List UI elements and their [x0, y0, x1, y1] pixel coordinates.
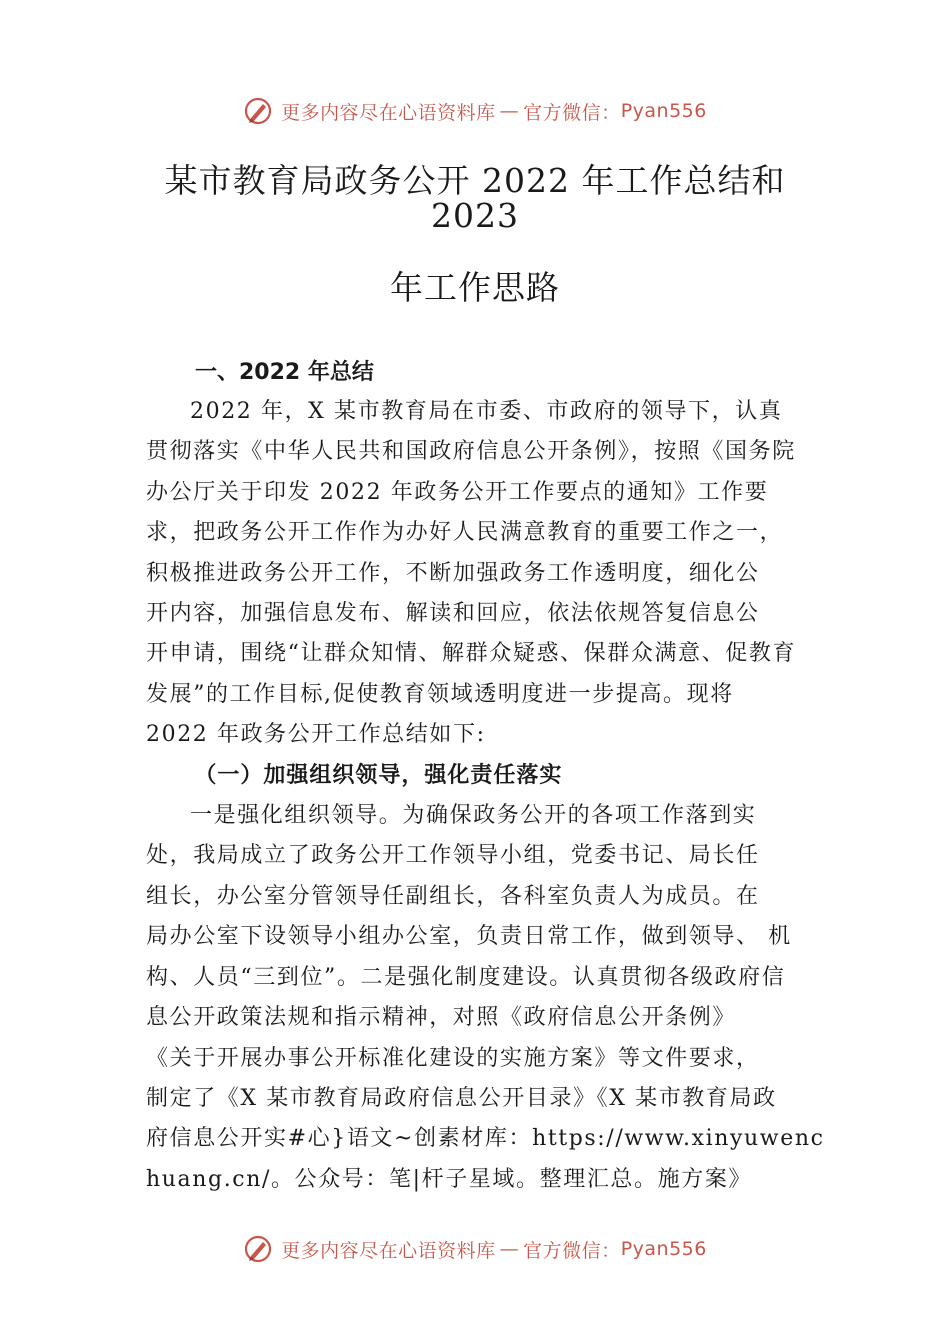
- text-line: 府信息公开实#心}语文~创素材库：https://www.xinyuwenc: [146, 1126, 825, 1152]
- document-title-line-2: 2023: [431, 196, 519, 235]
- watermark-text: 更多内容尽在心语资料库: [281, 1239, 496, 1262]
- text-line: 求，把政务公开工作作为办好人民满意教育的重要工作之一，: [146, 520, 784, 546]
- watermark-label: 官方微信：: [523, 101, 621, 124]
- header-watermark: [0, 96, 950, 126]
- paragraph-organization: [146, 796, 825, 1200]
- text-line: 息公开政策法规和指示精神，对照《政府信息公开条例》: [146, 1005, 737, 1031]
- watermark-handle: Pyan556: [620, 100, 707, 122]
- text-line: 积极推进政务公开工作，不断加强政务工作透明度，细化公: [146, 560, 760, 586]
- document-body: [146, 392, 825, 1200]
- text-line: 制定了《X 某市教育局政府信息公开目录》《X 某市教育局政: [146, 1085, 777, 1111]
- document-title-line-3: 年工作思路: [390, 268, 560, 307]
- text-line: 开内容，加强信息发布、解读和回应，依法依规答复信息公: [146, 601, 760, 627]
- subheading: （一）加强组织领导，强化责任落实: [194, 762, 563, 788]
- text-line: 《关于开展办事公开标准化建设的实施方案》等文件要求，: [146, 1045, 760, 1071]
- pen-logo-icon: [243, 1234, 273, 1264]
- text-line: 局办公室下设领导小组办公室，负责日常工作，做到领导、 机: [146, 924, 792, 950]
- text-line: 2022 年，X 某市教育局在市委、市政府的领导下，认真: [190, 399, 783, 424]
- text-line: 一是强化组织领导。为确保政务公开的各项工作落到实: [190, 803, 757, 829]
- watermark-separator: —: [499, 1238, 520, 1260]
- watermark-handle: Pyan556: [620, 1238, 707, 1260]
- text-line: 办公厅关于印发 2022 年政务公开工作要点的通知》工作要: [146, 479, 769, 505]
- paragraph-intro: [146, 392, 820, 756]
- text-line: 构、人员“三到位”。二是强化制度建设。认真贯彻各级政府信: [146, 964, 786, 990]
- text-line: 组长，办公室分管领导任副组长，各科室负责人为成员。在: [146, 883, 760, 909]
- footer-watermark: [0, 1234, 950, 1264]
- watermark-text: 更多内容尽在心语资料库: [281, 101, 496, 124]
- watermark-separator: —: [499, 100, 520, 122]
- pen-logo-icon: [243, 96, 273, 126]
- text-line: 2022 年政务公开工作总结如下:: [146, 722, 486, 748]
- text-line: huang.cn/。公众号：笔|杆子星域。整理汇总。施方案》: [146, 1166, 753, 1192]
- text-line: 发展”的工作目标,促使教育领域透明度进一步提高。现将: [146, 681, 734, 707]
- text-line: 贯彻落实《中华人民共和国政府信息公开条例》，按照《国务院: [146, 439, 796, 465]
- watermark-label: 官方微信：: [523, 1239, 621, 1262]
- document-title-line-1: 某市教育局政务公开 2022 年工作总结和: [164, 161, 786, 200]
- text-line: 处，我局成立了政务公开工作领导小组，党委书记、局长任: [146, 843, 760, 869]
- section-heading: 一、2022 年总结: [195, 360, 374, 385]
- text-line: 开申请，围绕“让群众知情、解群众疑惑、保群众满意、促教育: [146, 641, 797, 667]
